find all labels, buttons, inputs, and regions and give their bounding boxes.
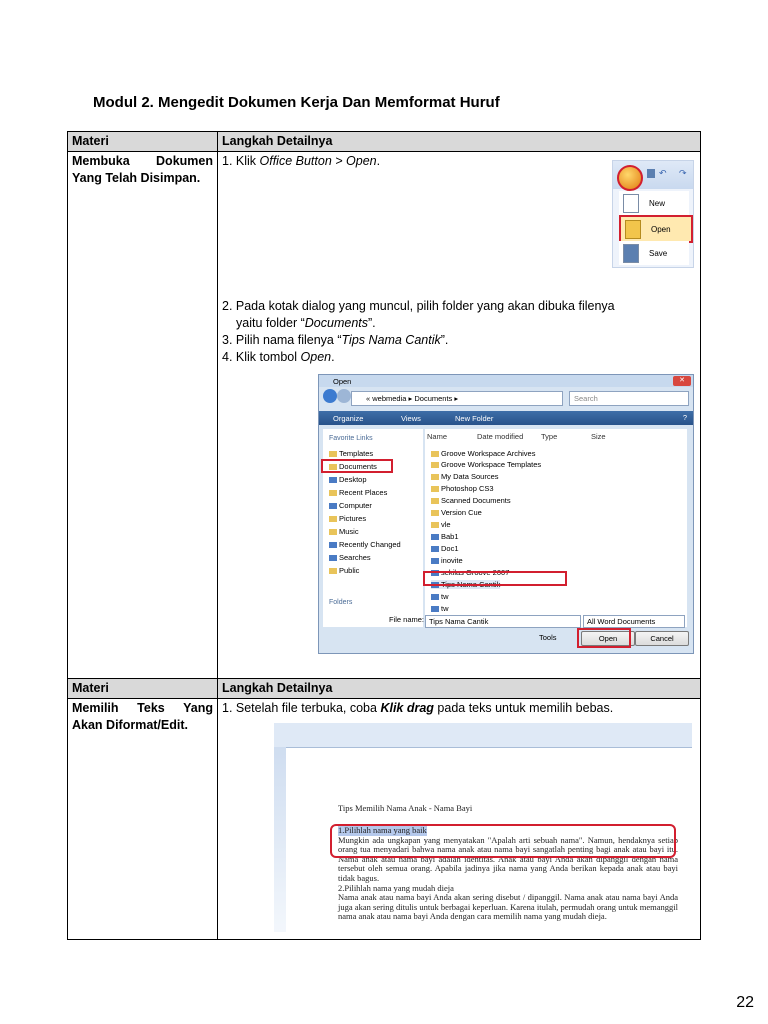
redo-icon[interactable]: ↷ — [679, 168, 687, 178]
back-icon[interactable] — [323, 389, 337, 403]
open-dialog-screenshot — [318, 374, 694, 654]
step-text: Klik drag — [380, 701, 434, 715]
list-item[interactable] — [431, 520, 451, 529]
open-label: Open — [598, 634, 618, 643]
list-item[interactable] — [431, 556, 463, 565]
fav-label: Searches — [339, 553, 371, 562]
menu-item-label: Open — [651, 225, 671, 234]
fav-desktop[interactable] — [329, 475, 367, 484]
menu-item-save[interactable] — [619, 241, 689, 265]
file-name-input[interactable] — [425, 615, 581, 628]
materi-line: Memilih Teks Yang — [72, 701, 213, 715]
cancel-label: Cancel — [650, 634, 674, 643]
column-date[interactable]: Date modified — [477, 432, 524, 441]
file-type-select[interactable] — [583, 615, 685, 628]
doc-heading: 2.Pilihlah nama yang mudah dieja — [338, 882, 454, 893]
step-text: yaitu folder “ — [236, 316, 305, 330]
fav-public[interactable] — [329, 566, 359, 575]
cancel-button[interactable] — [635, 631, 689, 646]
list-item[interactable] — [431, 508, 482, 517]
list-item[interactable] — [431, 532, 459, 541]
list-item[interactable] — [431, 496, 511, 505]
office-menu-screenshot — [612, 160, 694, 268]
page-title: Modul 2. Mengedit Dokumen Kerja Dan Memformat Huruf — [93, 94, 500, 111]
close-icon[interactable]: ✕ — [673, 376, 691, 386]
file-highlight — [423, 571, 567, 586]
step-text: Tips Nama Cantik — [341, 333, 441, 347]
materi-line: Membuka Dokumen — [72, 154, 213, 168]
step-text: . — [331, 350, 335, 364]
file-label: Photoshop CS3 — [441, 484, 494, 493]
step-2-cont — [222, 315, 696, 332]
file-label: Scanned Documents — [441, 496, 511, 505]
step-text: ”. — [368, 316, 376, 330]
file-label: inovite — [441, 556, 463, 565]
list-item[interactable] — [431, 449, 535, 458]
dialog-toolbar — [319, 411, 693, 425]
file-label: tw — [441, 592, 449, 601]
file-list — [425, 429, 687, 627]
step-text: ”. — [440, 333, 449, 347]
documents-highlight — [321, 459, 393, 473]
file-label: Doc1 — [441, 544, 459, 553]
fav-label: Public — [339, 566, 360, 575]
materi-cell — [68, 152, 218, 679]
doc-title: Tips Memilih Nama Anak - Nama Bayi — [338, 803, 473, 813]
save-icon — [623, 244, 639, 263]
folders-label[interactable]: Folders — [329, 599, 353, 606]
list-item[interactable] — [431, 592, 449, 601]
views-button[interactable]: Views — [401, 414, 421, 423]
header-langkah: Langkah Detailnya — [218, 679, 701, 699]
forward-icon[interactable] — [337, 389, 351, 403]
step-text: 1. Klik — [222, 154, 260, 168]
step-text: 2. Pada kotak dialog yang muncul, pilih folder yang akan dibuka filenya — [222, 299, 615, 313]
step-3 — [222, 332, 696, 349]
save-icon[interactable] — [647, 169, 655, 178]
file-label: sekilas Groove 2007 — [441, 568, 510, 577]
new-doc-icon — [623, 194, 639, 213]
file-name-label: File name: — [389, 615, 425, 624]
menu-item-label: Save — [649, 249, 668, 258]
menu-item-label: New — [649, 199, 666, 208]
fav-recently-changed[interactable] — [329, 540, 401, 549]
materi-cell — [68, 699, 218, 940]
fav-label: Music — [339, 527, 359, 536]
step-text: 4. Klik tombol — [222, 350, 301, 364]
help-icon[interactable]: ? — [682, 413, 687, 422]
materi-line: Yang Telah Disimpan. — [72, 171, 201, 185]
fav-label: Documents — [339, 462, 377, 471]
search-placeholder: Search — [574, 394, 598, 403]
column-size[interactable]: Size — [591, 432, 606, 441]
step-2 — [222, 298, 696, 315]
undo-icon[interactable]: ↶ — [659, 168, 667, 178]
fav-label: Recent Places — [339, 488, 388, 497]
menu-item-open[interactable] — [619, 215, 693, 243]
word-doc-screenshot — [274, 723, 692, 932]
fav-pictures[interactable] — [329, 514, 366, 523]
organize-button[interactable]: Organize — [333, 414, 364, 423]
ruler — [274, 723, 692, 748]
list-item[interactable] — [431, 484, 494, 493]
file-label: Groove Workspace Templates — [441, 460, 542, 469]
address-bar[interactable] — [351, 391, 563, 406]
column-name[interactable]: Name — [427, 432, 448, 441]
step-text: Office Button > Open — [259, 154, 377, 168]
list-item[interactable] — [431, 472, 499, 481]
file-label: tw — [441, 604, 449, 613]
fav-label: Recently Changed — [339, 540, 401, 549]
fav-recent-places[interactable] — [329, 488, 387, 497]
fav-music[interactable] — [329, 527, 359, 536]
list-item[interactable] — [431, 460, 541, 469]
step-text: . — [376, 154, 381, 168]
table-header — [68, 679, 701, 699]
file-label: Version Cue — [441, 508, 482, 517]
fav-label: Computer — [339, 501, 372, 510]
search-input[interactable] — [569, 391, 689, 406]
list-item[interactable] — [431, 544, 459, 553]
header-materi: Materi — [68, 679, 218, 699]
open-folder-icon — [625, 220, 641, 239]
file-label: Groove Workspace Archives — [441, 449, 536, 458]
tools-menu[interactable]: Tools — [539, 633, 557, 642]
fav-label: Desktop — [339, 475, 367, 484]
table-header — [68, 132, 701, 152]
menu-item-new[interactable] — [619, 191, 689, 215]
header-langkah: Langkah Detailnya — [218, 132, 701, 152]
fav-label: Pictures — [339, 514, 367, 523]
favorite-links-label: Favorite Links — [329, 435, 373, 442]
doc-heading-selected: 1.Pilihlah nama yang baik — [338, 825, 427, 835]
header-materi: Materi — [68, 132, 218, 152]
dialog-titlebar — [319, 375, 693, 387]
file-label: Bab1 — [441, 532, 459, 541]
file-label: My Data Sources — [441, 472, 499, 481]
office-button-icon[interactable] — [617, 165, 643, 191]
file-name-value: Tips Nama Cantik — [429, 617, 489, 626]
fav-searches[interactable] — [329, 553, 371, 562]
column-type[interactable]: Type — [541, 432, 558, 441]
quick-access-bar — [613, 161, 693, 189]
step-4 — [222, 349, 696, 366]
materi-line: Akan Diformat/Edit. — [72, 718, 188, 732]
left-margin-bar — [274, 747, 286, 932]
dialog-title: Open — [333, 377, 352, 386]
new-folder-button[interactable]: New Folder — [455, 414, 494, 423]
step-text: Documents — [304, 316, 369, 330]
address-text: « webmedia ▸ Documents ▸ — [366, 394, 459, 403]
doc-paragraph: Mungkin ada ungkapan yang menyatakan "Apalah arti sebuah nama". Namun, hendaknya setiap orang tua menyadari bahwa nama anak atau nama bayi sangatlah penting bagi anak atau bayi itu. Nama anak atau nama bayi adalah identitas. Anak atau bayi Anda akan dipanggil dengan nama tersebut oleh semua orang. Apabila jadinya jika nama yang Anda berikan kepada anak atau bayi tidak bagus. — [338, 834, 678, 883]
selection-highlight — [330, 824, 676, 858]
open-highlight — [577, 628, 631, 648]
fav-templates[interactable] — [329, 449, 373, 458]
page-number: 22 — [736, 994, 754, 1011]
step-text: pada teks untuk memilih bebas. — [433, 701, 614, 715]
step-text: 3. Pilih nama filenya “ — [222, 333, 342, 347]
step-text: Open — [300, 350, 332, 364]
file-label: Tips Nama Cantik — [441, 580, 501, 589]
file-type-value: All Word Documents — [587, 617, 656, 626]
fav-computer[interactable] — [329, 501, 372, 510]
list-item[interactable] — [431, 604, 449, 613]
doc-paragraph: Nama anak atau nama bayi Anda akan sering disebut / dipanggil. Nama anak atau nama bayi Anda juga akan sering ditulis untuk berbagai keperluan. Karena itulah, permudah orang untuk memanggil nama anak atau nama bayi Anda dengan cara memilih nama yang mudah dieja. — [338, 892, 678, 922]
step-text: 1. Setelah file terbuka, coba — [222, 701, 381, 715]
fav-label: Templates — [339, 449, 374, 458]
file-label: vle — [441, 520, 451, 529]
step-1 — [222, 700, 696, 717]
